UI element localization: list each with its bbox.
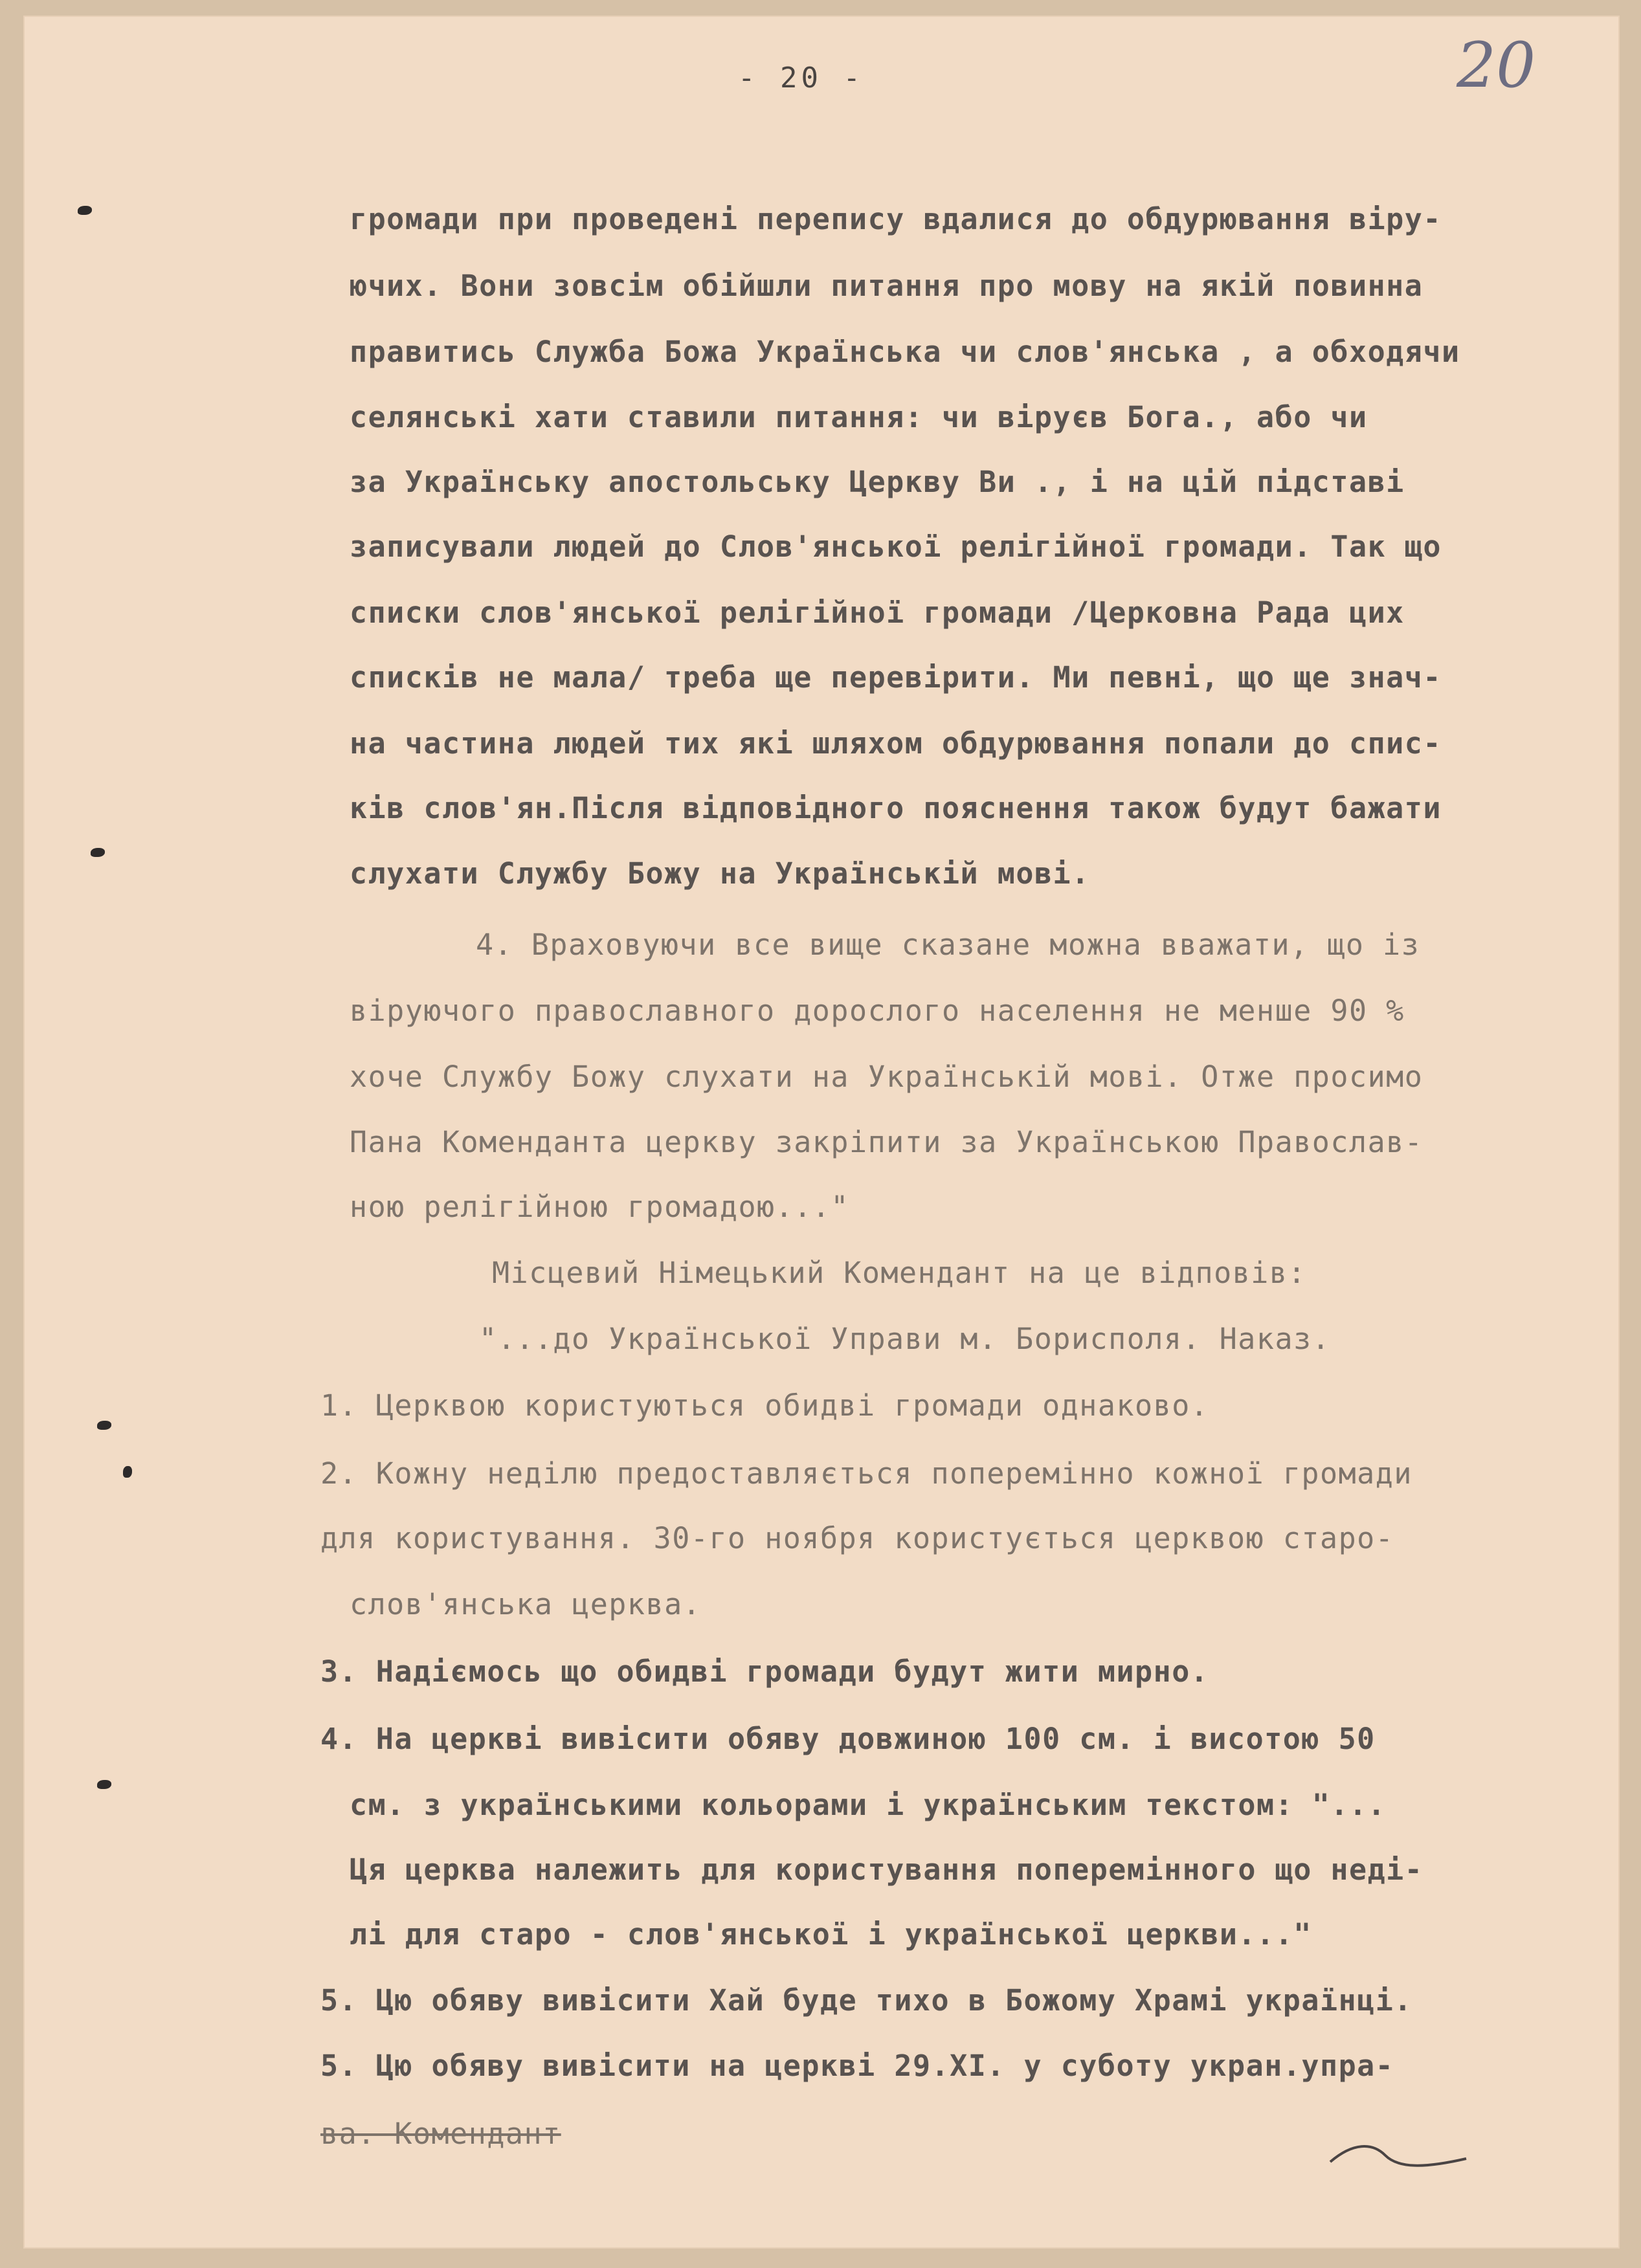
text-line: за Українську апостольську Церкву Ви ., і на цій підставі xyxy=(350,465,1405,499)
text-line: для користування. 30-го ноября користується церквою старо- xyxy=(320,1521,1394,1555)
text-line: ків слов'ян.Після відповідного пояснення також будут бажати xyxy=(350,791,1442,825)
text-line: "...до Української Управи м. Борисполя. Наказ. xyxy=(479,1322,1331,1356)
text-line: Ця церква належить для користування поперемінного що неді- xyxy=(350,1852,1423,1887)
binder-hole-mark xyxy=(123,1466,132,1478)
text-line: 5. Цю обяву вивісити Хай буде тихо в Божому Храмі українці. xyxy=(320,1983,1412,2018)
binder-hole-mark xyxy=(97,1780,111,1789)
handwritten-flourish-mark xyxy=(1327,2136,1469,2175)
text-line: списків не мала/ треба ще перевірити. Ми певні, що ще знач- xyxy=(350,660,1442,695)
text-line: записували людей до Слов'янської релігійної громади. Так що xyxy=(350,529,1442,564)
text-line: селянські хати ставили питання: чи віруєв Бога., або чи xyxy=(350,400,1368,434)
handwritten-folio-number: 20 xyxy=(1457,29,1536,102)
page-number: - 20 - xyxy=(738,61,864,94)
text-line: громади при проведені перепису вдалися до обдурювання віру- xyxy=(350,202,1442,236)
text-line: 3. Надіємось що обидві громади будут жити мирно. xyxy=(320,1654,1209,1689)
text-line: на частина людей тих які шляхом обдурювання попали до спис- xyxy=(350,726,1442,761)
text-line: 4. Враховуючи все вище сказане можна вважати, що із xyxy=(476,928,1420,962)
text-line: см. з українськими кольорами і українським текстом: "... xyxy=(350,1788,1387,1822)
text-line: ючих. Вони зовсім обійшли питання про мову на якій повинна xyxy=(350,269,1423,303)
text-line: 4. На церкві вивісити обяву довжиною 100 см. і висотою 50 xyxy=(320,1722,1376,1756)
text-line: віруючого православного дорослого населення не менше 90 % xyxy=(350,994,1405,1028)
binder-hole-mark xyxy=(91,848,105,857)
text-line: лі для старо - слов'янської і української церкви..." xyxy=(350,1917,1312,1951)
struck-through-text-line: ва. Комендант xyxy=(320,2117,561,2151)
text-line: ною релігійною громадою..." xyxy=(350,1190,849,1224)
text-line: хоче Службу Божу слухати на Українській мові. Отже просимо xyxy=(350,1060,1423,1094)
text-line: Пана Коменданта церкву закріпити за Українською Православ- xyxy=(350,1125,1423,1159)
text-line: Місцевий Німецький Комендант на це відповів: xyxy=(492,1256,1307,1290)
text-line: 1. Церквою користуються обидві громади однаково. xyxy=(320,1388,1209,1423)
text-line: 5. Цю обяву вивісити на церкві 29.XI. у суботу укран.упра- xyxy=(320,2049,1394,2083)
binder-hole-mark xyxy=(78,206,92,215)
text-line: списки слов'янської релігійної громади /Церковна Рада цих xyxy=(350,595,1405,630)
binder-hole-mark xyxy=(97,1421,111,1430)
text-line: слов'янська церква. xyxy=(350,1587,702,1621)
text-line: 2. Кожну неділю предоставляється поперемінно кожної громади xyxy=(320,1456,1412,1491)
text-line: слухати Службу Божу на Українській мові. xyxy=(350,856,1090,891)
text-line: правитись Служба Божа Українська чи слов'янська , а обходячи xyxy=(350,335,1460,369)
